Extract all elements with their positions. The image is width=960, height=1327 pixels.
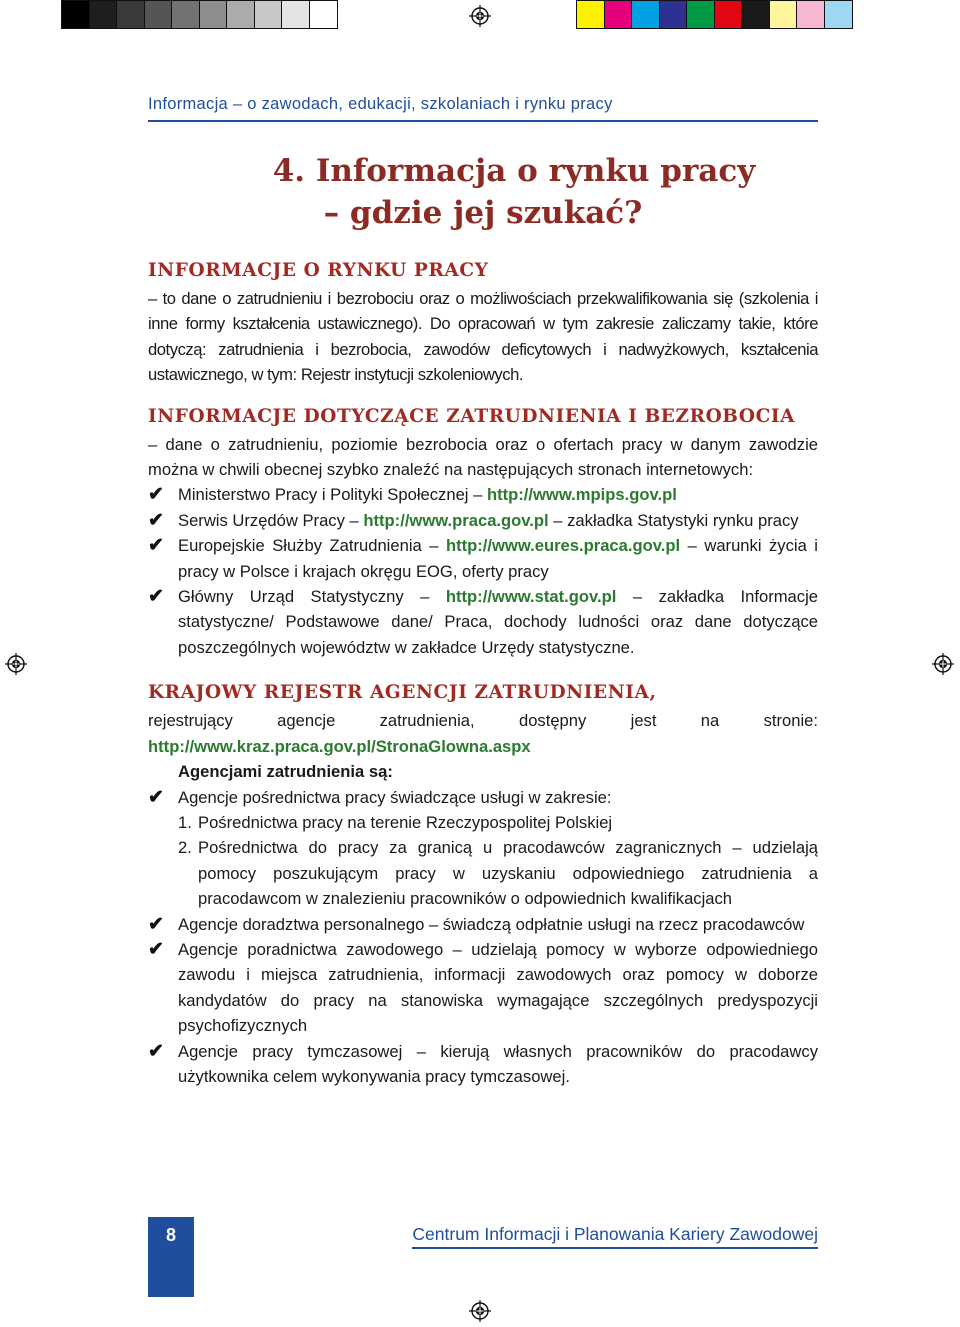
section-heading-labour-market: INFORMACJE O RYNKU PRACY (148, 260, 489, 281)
checkmark-icon: ✔ (148, 913, 164, 935)
color-swatch (714, 0, 743, 29)
subheading: Agencjami zatrudnienia są: (178, 762, 393, 782)
running-header: Informacja – o zawodach, edukacji, szkolaniach i rynku pracy (148, 95, 613, 113)
list-item: ✔ Agencje pracy tymczasowej – kierują własnych pracowników do pracodawcy użytkownika celem wykonywania pracy tymczasowej. (148, 1040, 818, 1086)
color-swatch (309, 0, 338, 29)
color-swatch (769, 0, 798, 29)
section-paragraph: rejestrujący agencje zatrudnienia, dostępny jest na stronie: http://www.kraz.praca.gov.pl/StronaGlowna.aspx (148, 711, 818, 756)
color-swatch (741, 0, 770, 29)
registration-mark-icon (469, 1300, 491, 1322)
color-swatch (226, 0, 255, 29)
color-swatch (254, 0, 283, 29)
checkmark-icon: ✔ (148, 535, 164, 557)
color-swatch (89, 0, 118, 29)
checkmark-icon: ✔ (148, 786, 164, 808)
list-item: ✔ Główny Urząd Statystyczny – http://www.stat.gov.pl – zakładka Informacje statystyczne/ Podstawowe dane/ Praca, dochody ludności oraz dane dotyczące poszczególnych województw w zakładce Urzędy statystyczne. (148, 586, 818, 657)
section-paragraph: – dane o zatrudnieniu, poziomie bezrobocia oraz o ofertach pracy w danym zawodzie można w chwili obecnej szybko znaleźć na następujących stronach internetowych: (148, 434, 818, 480)
mpips-link[interactable]: http://www.mpips.gov.pl (486, 485, 677, 505)
page-number: 8 (148, 1217, 194, 1297)
color-swatch-bar (576, 0, 851, 32)
grayscale-swatch-bar (61, 0, 336, 32)
page-content (148, 256, 818, 1089)
registration-mark-icon (5, 653, 27, 675)
color-swatch (199, 0, 228, 29)
eures-link[interactable]: http://www.eures.praca.gov.pl (445, 536, 681, 556)
list-item: ✔ Agencje poradnictwa zawodowego – udzielają pomocy w wyborze odpowiedniego zawodu i miejsca zatrudnienia, informacji zawodowych oraz pomocy w doborze kandydatów do pracy na stanowiska wymagające szczególnych predyspozycji psychofizycznych (148, 938, 818, 1036)
color-swatch (171, 0, 200, 29)
numbered-item: 1. Pośrednictwa pracy na terenie Rzeczypospolitej Polskiej (178, 812, 613, 832)
checkmark-icon: ✔ (148, 509, 164, 531)
agency-list (148, 785, 818, 1090)
color-swatch (659, 0, 688, 29)
kraz-link[interactable]: http://www.kraz.praca.gov.pl/StronaGlowna.aspx (148, 736, 531, 756)
color-swatch (604, 0, 633, 29)
registration-mark-icon (932, 653, 954, 675)
list-item: ✔ Agencje pośrednictwa pracy świadczące usługi w zakresie: (148, 785, 818, 810)
checkmark-icon: ✔ (148, 586, 164, 608)
color-swatch (61, 0, 90, 29)
color-swatch (824, 0, 853, 29)
section-paragraph: – to dane o zatrudnieniu i bezrobociu oraz o możliwościach przekwalifikowania się (szkolenia i inne formy kształcenia ustawicznego). Do opracowań w tym zakresie zaliczamy takie, które dotyczą: zatrudnienia i bezrobocia, zawodów deficytowych i nadwyżkowych, kształcenia ustawicznego, w tym: Rejestr instytucji szkoleniowych. (148, 289, 818, 385)
list-item: ✔ Ministerstwo Pracy i Polityki Społecznej – http://www.mpips.gov.pl (148, 482, 818, 507)
list-item: ✔ Europejskie Służby Zatrudnienia – http://www.eures.praca.gov.pl – warunki życia i pracy w Polsce i krajach okręgu EOG, oferty pracy (148, 535, 818, 581)
color-swatch (144, 0, 173, 29)
footer-title: Centrum Informacji i Planowania Kariery Zawodowej (412, 1224, 818, 1249)
color-swatch (631, 0, 660, 29)
website-list (148, 482, 818, 660)
stat-link[interactable]: http://www.stat.gov.pl (445, 587, 617, 607)
chapter-title (148, 150, 818, 234)
list-item: ✔ Serwis Urzędów Pracy – http://www.praca.gov.pl – zakładka Statystyki rynku pracy (148, 508, 818, 533)
checkmark-icon: ✔ (148, 1040, 164, 1062)
color-swatch (576, 0, 605, 29)
color-swatch (686, 0, 715, 29)
color-swatch (796, 0, 825, 29)
color-swatch (116, 0, 145, 29)
checkmark-icon: ✔ (148, 484, 164, 506)
list-item: ✔ Agencje doradztwa personalnego – świadczą odpłatnie usługi na rzecz pracodawców (148, 912, 818, 937)
section-heading-agency-register: KRAJOWY REJESTR AGENCJI ZATRUDNIENIA, (148, 682, 657, 704)
praca-link[interactable]: http://www.praca.gov.pl (363, 510, 549, 530)
registration-mark-icon (469, 5, 491, 27)
color-swatch (281, 0, 310, 29)
chapter-title-line-2: – gdzie jej szukać? (323, 195, 643, 231)
chapter-title-line-1: 4. Informacja o rynku pracy (272, 153, 756, 189)
numbered-item: 2. Pośrednictwa do pracy za granicą u pracodawców zagranicznych – udzielają pomocy poszukującym pracy w uzyskaniu odpowiedniego zatrudnienia a pracodawcom w znalezieniu pracowników o odpowiednich kwalifikacjach (178, 838, 818, 909)
section-heading-employment: INFORMACJE DOTYCZĄCE ZATRUDNIENIA I BEZROBOCIA (148, 405, 796, 427)
checkmark-icon: ✔ (148, 938, 164, 960)
header-rule (148, 120, 818, 122)
